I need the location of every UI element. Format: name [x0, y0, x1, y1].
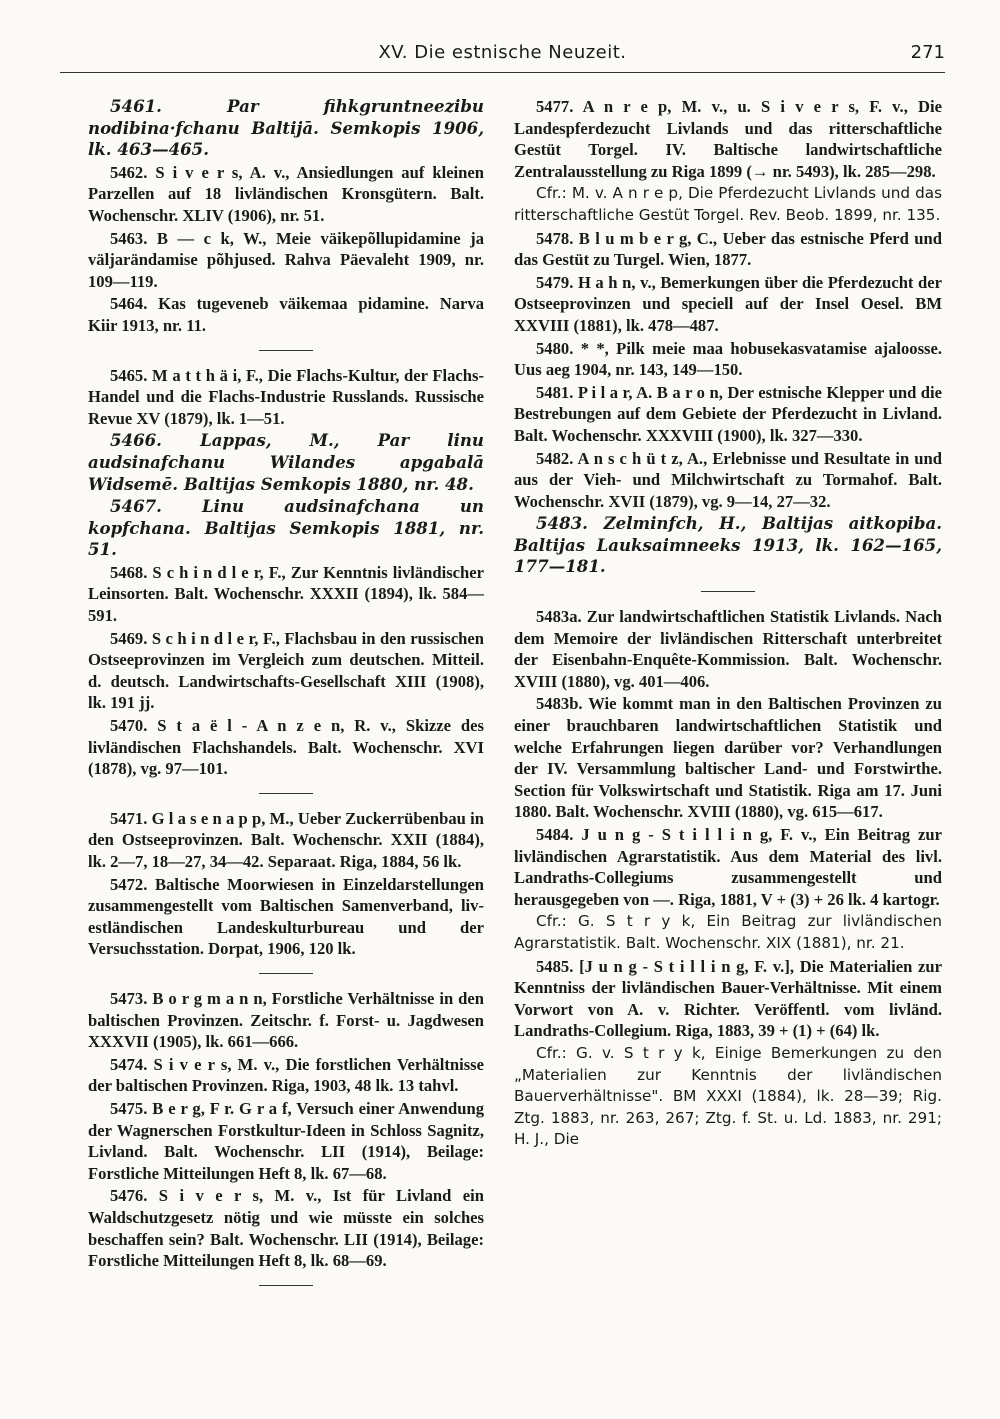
running-title: XV. Die estnische Neuzeit. — [378, 42, 627, 63]
entry-number: 5470. — [110, 716, 148, 736]
entry-text: Baltische Moorwiesen in Einzeldarstellungen zusammengestellt vom Baltischen Samenverband, liv-estländischen Landeskulturbureau und der Versuchsstation. Dorpat, 1906, 120 lk. — [88, 874, 484, 959]
entry-text: S i v e r s, A. v., Ansiedlungen auf kleinen Parzellen auf 18 livländischen Kronsgütern. Balt. Wochenschr. XLIV (1906), nr. 51. — [88, 162, 484, 225]
entry-text: S i v e r s, M. v., Ist für Livland ein Waldschutzgesetz nötig und wie müsste ein solches beschaffen sein? Balt. Wochenschr. LII (1914), Beilage: Forstliche Mitteilungen Heft 8, lk. 68—69. — [88, 1186, 484, 1271]
entry-number: 5478. — [536, 228, 574, 248]
entry-text: B — c k, W., Meie väikepõllupidamine ja väljarändamise põhjused. Rahva Päevaleht 1909, nr. 109—119. — [88, 228, 484, 291]
entry-number: 5469. — [110, 628, 148, 648]
entry-group-3 — [88, 808, 484, 960]
entry-number: 5467. — [110, 496, 162, 517]
bibliography-entry — [514, 338, 942, 381]
bibliography-entry — [88, 1054, 484, 1097]
entry-text: Lappas, M., Par linu audsinafchanu Wilandes apgabalā Widsemē. Baltijas Semkopis 1880, nr. 48. — [88, 430, 484, 494]
bibliography-entry — [88, 293, 484, 336]
separator-rule — [701, 591, 755, 592]
bibliography-entry — [88, 562, 484, 627]
entry-number: 5482. — [536, 448, 574, 468]
entry-number: 5461. — [110, 96, 162, 116]
bibliography-entry — [88, 496, 484, 561]
bibliography-entry — [514, 382, 942, 447]
entry-number: 5483a. — [536, 607, 582, 627]
entry-text: H a h n, v., Bemerkungen über die Pferdezucht der Ostseeprovinzen und speciell auf der Insel Oesel. BM XXVIII (1881), lk. 478—487. — [514, 272, 942, 335]
page-header — [60, 42, 945, 76]
entry-number: 5481. — [536, 382, 574, 402]
entry-number: 5484. — [536, 825, 574, 844]
entry-text: Cfr.: M. v. A n r e p, Die Pferdezucht Livlands und das ritterschaftliche Gestüt Torgel. Rev. Beob. 1899, nr. 135. — [514, 184, 942, 224]
entry-group-4 — [88, 988, 484, 1272]
entry-number: 5463. — [110, 228, 148, 248]
entry-text: [J u n g - S t i l l i n g, F. v.], Die Materialien zur Kenntniss der livländischen Bauer-Verhältnisse. Mit einem Vorwort von A. v. Richter. Veröffentl. vom livländ. Landraths-Collegium. Riga, 1883, 39 + (1) + (64) lk. — [514, 956, 942, 1041]
entry-number: 5462. — [110, 162, 148, 182]
bibliography-entry — [88, 96, 484, 161]
entry-number: 5466. — [110, 430, 162, 451]
bibliography-entry — [88, 874, 484, 960]
entry-text: G l a s e n a p p, M., Ueber Zuckerrübenbau in den Ostseeprovinzen. Balt. Wochenschr. XXII (1884), lk. 2—7, 18—27, 34—42. Separaat. Riga, 1884, 56 lk. — [88, 808, 484, 871]
bibliography-entry — [514, 693, 942, 823]
separator-rule — [259, 350, 313, 351]
entry-number: 5479. — [536, 272, 574, 292]
separator-rule — [259, 973, 313, 974]
entry-text: Zelminfch, H., Baltijas aitkopiba. Baltijas Lauksaimneeks 1913, lk. 162—165, 177—181. — [514, 513, 942, 577]
entry-number: 5475. — [110, 1098, 148, 1118]
bibliography-entry — [514, 272, 942, 337]
entry-number: 5472. — [110, 874, 148, 894]
entry-text: B e r g, F r. G r a f, Versuch einer Anwendung der Wagnerschen Forstkultur-Ideen in Schloss Sagnitz, Livland. Balt. Wochenschr. LII (1914), Beilage: Forstliche Mitteilungen Heft 8, lk. 67—68. — [88, 1098, 485, 1183]
entry-group-2 — [514, 606, 942, 1151]
entry-text: Cfr.: G. S t r y k, Ein Beitrag zur livländischen Agrarstatistik. Balt. Wochenschr. XIX (1881), nr. 21. — [514, 912, 942, 952]
bibliography-entry — [514, 513, 942, 578]
entry-text: Cfr.: G. v. S t r y k, Einige Bemerkungen zu den „Materialien zur Kenntnis der livländischen Bauerverhältnisse". BM XXXI (1884), lk. 28—39; Rig. Ztg. 1883, nr. 263, 267; Ztg. f. St. u. Ld. 1883, nr. 291; H. J., Die — [514, 1043, 942, 1149]
entry-text: S i v e r s, M. v., Die forstlichen Verhältnisse der baltischen Provinzen. Riga, 1903, 48 lk. 13 tahvl. — [88, 1054, 484, 1096]
entry-text: M a t t h ä i, F., Die Flachs-Kultur, der Flachs-Handel und die Flachs-Industrie Russlands. Russische Revue XV (1879), lk. 1—51. — [88, 365, 485, 428]
entry-text: J u n g - S t i l l i n g, F. v., Ein Beitrag zur livländischen Agrarstatistik. Aus dem Material des livl. Landraths-Collegiums zusammengestellt und herausgegeben von —. Riga, 1881, V + (3) + 26 lk. 4 kartogr. — [514, 825, 942, 909]
entry-text: S c h i n d l e r, F., Flachsbau in den russischen Ostseeprovinzen im Vergleich zum deutschen. Mitteil. d. deutsch. Landwirtschafts-Gesellschaft XIII (1908), lk. 191 jj. — [88, 628, 485, 713]
entry-text: * *, Pilk meie maa hobusekasvatamise ajaloosse. Uus aeg 1904, nr. 143, 149—150. — [514, 338, 943, 380]
entry-group-1 — [88, 96, 484, 337]
bibliography-entry — [88, 430, 484, 495]
entry-number: 5465. — [110, 365, 148, 385]
entry-text: Kas tugeveneb väikemaa pidamine. Narva Kiir 1913, nr. 11. — [88, 294, 484, 335]
entry-number: 5483b. — [536, 694, 583, 714]
entry-text: A n r e p, M. v., u. S i v e r s, F. v., Die Landespferdezucht Livlands und das ritterschaftliche Gestüt Torgel. IV. Baltische landwirtschaftliche Zentralausstellung zu Riga 1899 (→ nr. 5493), lk. 285—298. — [514, 97, 942, 181]
entry-text: S c h i n d l e r, F., Zur Kenntnis livländischer Leinsorten. Balt. Wochenschr. XXXII (1894), lk. 584—591. — [88, 562, 484, 626]
entry-text: Par fihkgruntneezibu nodibina·fchanu Baltijā. Semkopis 1906, lk. 463—465. — [88, 96, 484, 160]
bibliography-entry — [514, 228, 942, 271]
bibliography-entry — [88, 365, 484, 430]
entry-group-2 — [88, 365, 484, 780]
bibliography-entry — [88, 808, 484, 873]
entry-group-1 — [514, 96, 942, 578]
bibliography-entry — [88, 988, 484, 1053]
left-column — [88, 96, 484, 1300]
bibliography-entry — [514, 956, 942, 1042]
page-number: 271 — [910, 42, 945, 63]
entry-text: A n s c h ü t z, A., Erlebnisse und Resultate in und aus der Vieh- und Milchwirtschaft zu Tormahof. Balt. Wochenschr. XVII (1879), vg. 9—14, 27—32. — [514, 448, 942, 511]
entry-number: 5485. — [536, 956, 574, 976]
entry-text: P i l a r, A. B a r o n, Der estnische Klepper und die Bestrebungen auf dem Gebiete der Pferdezucht in Livland. Balt. Wochenschr. XXXVIII (1900), lk. 327—330. — [514, 382, 942, 445]
entry-text: Wie kommt man in den Baltischen Provinzen zu einer brauchbaren landwirtschaftlichen Statistik und welche Erfahrungen liegen darüber vor? Verhandlungen der IV. Versammlung baltischer Land- und Forstwirthe. Section für Volkswirtschaft und Statistik. Riga am 17. Juni 1880. Balt. Wochenschr. XVIII (1880), vg. 615—617. — [514, 694, 942, 822]
separator-rule — [259, 793, 313, 794]
right-column — [514, 96, 942, 1152]
entry-text: S t a ë l - A n z e n, R. v., Skizze des livländischen Flachshandels. Balt. Wochenschr. XVI (1878), vg. 97—101. — [88, 716, 484, 779]
bibliography-entry — [514, 606, 942, 692]
entry-number: 5468. — [110, 562, 148, 582]
entry-number: 5483. — [536, 513, 588, 534]
entry-number: 5477. — [536, 97, 574, 116]
entry-text: B o r g m a n n, Forstliche Verhältnisse in den baltischen Provinzen. Zeitschr. f. Forst- u. Jagdwesen XXXVII (1905), lk. 661—666. — [88, 988, 484, 1052]
bibliography-entry — [88, 628, 484, 714]
entry-text: Zur landwirtschaftlichen Statistik Livlands. Nach dem Memoire der livländischen Ritterschaft unterbreitet der Eisenbahn-Enquête-Kommission. Balt. Wochenschr. XVIII (1880), vg. 401—406. — [514, 607, 942, 691]
bibliography-entry — [88, 715, 484, 780]
bibliography-entry — [88, 1185, 484, 1271]
bibliography-entry — [514, 183, 942, 226]
entry-text: Linu audsinafchana un kopfchana. Baltijas Semkopis 1881, nr. 51. — [88, 496, 484, 560]
entry-number: 5474. — [110, 1054, 148, 1074]
bibliography-entry — [514, 96, 942, 182]
entry-text: B l u m b e r g, C., Ueber das estnische Pferd und das Gestüt zu Turgel. Wien, 1877. — [514, 228, 942, 270]
entry-number: 5480. — [536, 338, 574, 358]
entry-number: 5473. — [110, 988, 148, 1008]
bibliography-entry — [88, 228, 484, 293]
entry-number: 5471. — [110, 808, 148, 828]
bibliography-entry — [514, 448, 942, 513]
separator-rule — [259, 1285, 313, 1286]
bibliography-entry — [514, 911, 942, 954]
bibliography-entry — [514, 1043, 942, 1151]
header-rule — [60, 72, 945, 73]
bibliography-entry — [88, 162, 484, 227]
entry-number: 5464. — [110, 294, 148, 314]
entry-number: 5476. — [110, 1186, 148, 1206]
bibliography-entry — [514, 824, 942, 910]
bibliography-entry — [88, 1098, 484, 1184]
